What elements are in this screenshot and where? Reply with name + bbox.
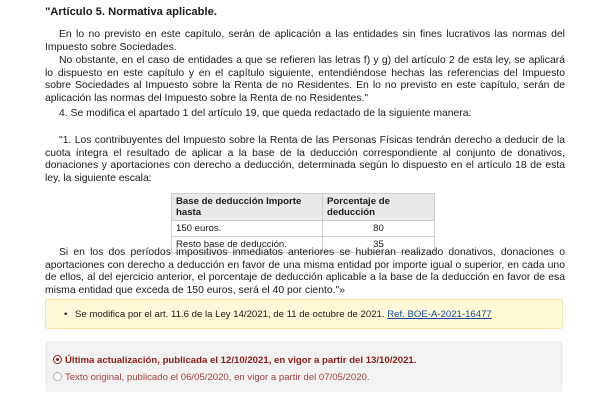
version-current-label: Última actualización, publicada el 12/10/2021, en vigor a partir del 13/10/2021. [65,355,417,366]
paragraph-5: Si en los dos períodos impositivos inmediatos anteriores se hubieran realizado donativos, donaciones o aportaciones con derecho a deducción en favor de una misma entidad por importe igual o superior, en cada uno de ellos, al del ejercicio anterior, el porcentaje de deducción aplicable a la base de la deducción en favor de esa misma entidad que exceda de 150 euros, será el 40 por ciento."» [45,247,565,296]
modification-note [45,299,563,329]
radio-selected-icon[interactable] [53,355,62,364]
table-cell-base: Resto base de deducción. [172,237,323,253]
radio-unselected-icon[interactable] [53,372,62,381]
table-header-row [172,194,435,221]
paragraph-2: No obstante, en el caso de entidades a que se refieren las letras f) y g) del artículo 2 de esta ley, se aplicará lo dispuesto en este capítulo y en el capítulo siguiente, entendiéndose hechas las referencias del Impuesto sobre Sociedades al Impuesto sobre la Renta de no Residentes. En lo no previsto en este capítulo, serán de aplicación las normas del Impuesto sobre la Renta de no Residentes." [45,55,565,104]
version-original-label: Texto original, publicado el 06/05/2020, en vigor a partir del 07/05/2020. [65,372,370,383]
table-header-percent: Porcentaje de deducción [323,194,435,221]
version-selector [45,341,563,392]
table-cell-percent: 35 [323,237,435,253]
version-current[interactable] [53,355,416,366]
article-title: "Artículo 5. Normativa aplicable. [45,6,217,18]
note-text: Se modifica por el art. 11.6 de la Ley 14/2021, de 11 de octubre de 2021. [75,309,385,320]
paragraph-4: "1. Los contribuyentes del Impuesto sobre la Renta de las Personas Físicas tendrán derecho a deducir de la cuota íntegra el resultado de aplicar a la base de la deducción correspondiente al conjunto de donativos, donaciones y aportaciones con derecho a deducción, determinada según lo dispuesto en el artículo 18 de esta ley, la siguiente escala: [45,135,565,184]
table-cell-base: 150 euros. [172,221,323,237]
note-bullet: • [64,309,68,320]
table-cell-percent: 80 [323,221,435,237]
table-row [172,221,435,237]
version-original[interactable] [53,372,370,383]
boe-reference-link[interactable]: Ref. BOE-A-2021-16477 [387,309,492,320]
table-header-base: Base de deducción Importe hasta [172,194,323,221]
paragraph-1: En lo no previsto en este capítulo, serán de aplicación a las entidades sin fines lucrativos las normas del Impuesto sobre Sociedades. [45,29,565,53]
paragraph-3: 4. Se modifica el apartado 1 del artículo 19, que queda redactado de la siguiente manera: [59,108,472,119]
deduction-table [171,193,435,253]
